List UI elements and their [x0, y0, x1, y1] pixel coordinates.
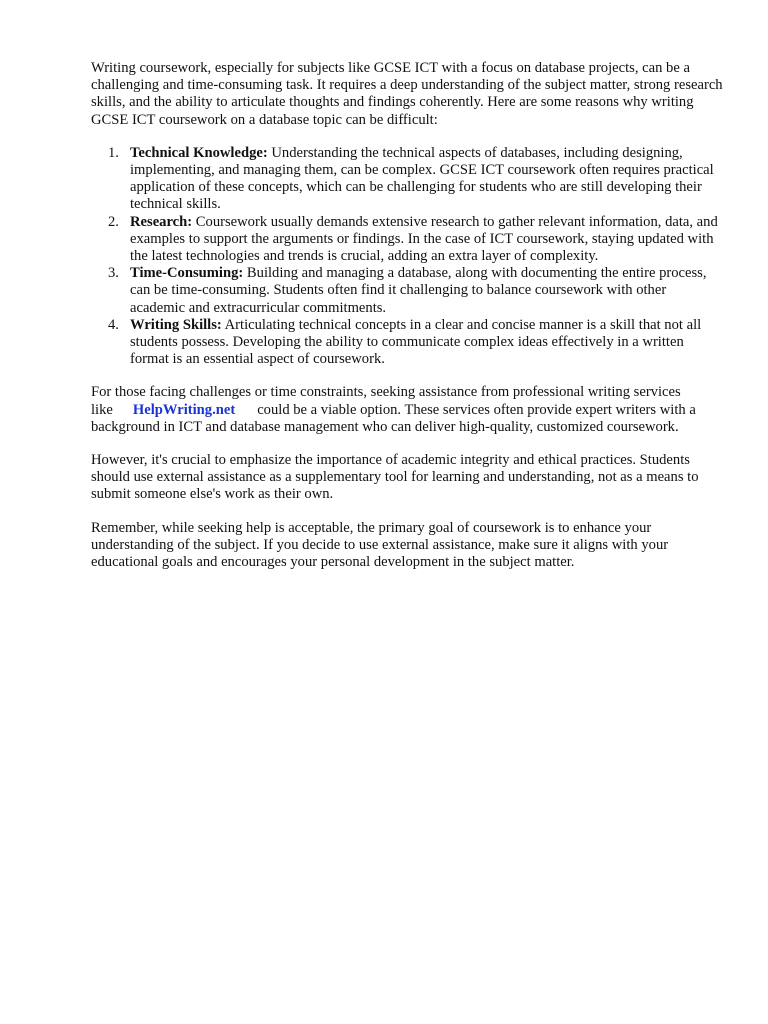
assistance-paragraph	[91, 384, 723, 436]
list-number: 2.	[108, 213, 119, 230]
integrity-paragraph: However, it's crucial to emphasize the importance of academic integrity and ethical practices. Students should use external assistance as a supplementary tool for learning and understanding, not as a means to submit someone else's work as their own.	[91, 452, 699, 503]
reason-item-time-consuming	[108, 265, 723, 317]
reason-text: Understanding the technical aspects of databases, including designing, implementing, and managing them, can be complex. GCSE ICT coursework often requires practical application of these concepts, which can be challenging for students who are still developing their technical skills.	[130, 144, 714, 213]
list-number: 1.	[108, 144, 119, 161]
reason-item-technical-knowledge	[108, 144, 723, 214]
closing-paragraph: Remember, while seeking help is acceptable, the primary goal of coursework is to enhance your understanding of the subject. If you decide to use external assistance, make sure it aligns with your educational goals and encourages your personal development in the subject matter.	[91, 519, 669, 571]
assistance-text-before: For those facing challenges or time constraints, seeking assistance from professional writing services like	[91, 384, 681, 418]
list-number: 4.	[108, 316, 119, 333]
list-number: 3.	[108, 265, 119, 282]
helpwriting-link[interactable]: HelpWriting.net	[132, 401, 236, 418]
intro-paragraph: Writing coursework, especially for subjects like GCSE ICT with a focus on database projects, can be a challenging and time-consuming task. It requires a deep understanding of the subject matter, strong research skills, and the ability to articulate thoughts and findings coherently. Here are some reasons why writing GCSE ICT coursework on a database topic can be difficult:	[91, 60, 723, 128]
document-page	[91, 60, 723, 587]
reason-item-writing-skills	[108, 316, 723, 369]
reason-text: Coursework usually demands extensive research to gather relevant information, data, and examples to support the arguments or findings. In the case of ICT coursework, staying updated with the latest technologies and trends is crucial, adding an extra layer of complexity.	[130, 213, 718, 265]
reasons-list	[91, 145, 723, 369]
reason-item-research	[108, 213, 723, 266]
assistance-text-after: could be a viable option. These services often provide expert writers with a background in ICT and database management who can deliver high-quality, customized coursework.	[91, 401, 696, 435]
reason-title: Technical Knowledge:	[130, 144, 268, 161]
reason-text: Articulating technical concepts in a clear and concise manner is a skill that not all students possess. Developing the ability to communicate complex ideas effectively in a written format is an essential aspect of coursework.	[130, 316, 702, 368]
reason-title: Research:	[130, 213, 193, 230]
reason-title: Time-Consuming:	[130, 265, 244, 282]
reason-text: Building and managing a database, along with documenting the entire process, can be time-consuming. Students often find it challenging to balance coursework with other academic and extracurricular commitments.	[130, 265, 707, 316]
reason-title: Writing Skills:	[130, 316, 222, 333]
